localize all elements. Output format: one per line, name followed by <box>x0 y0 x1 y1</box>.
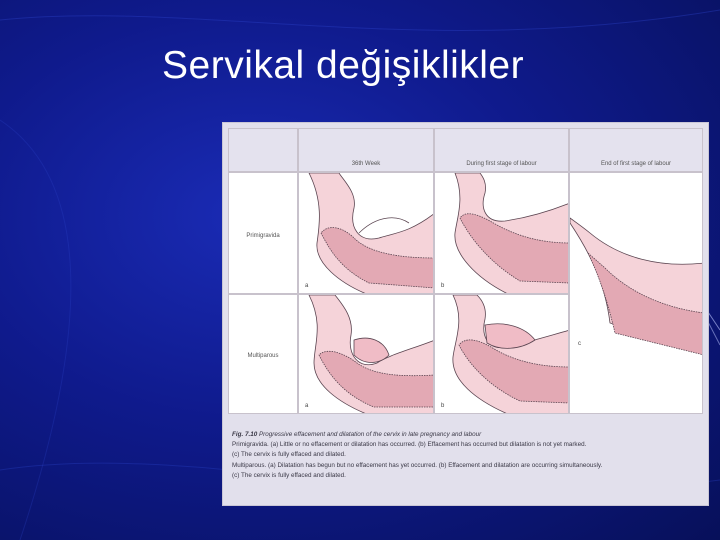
panel-primi-a <box>298 172 434 294</box>
header-label: End of first stage of labour <box>600 161 672 167</box>
caption-fig-number: Fig. 7.10 <box>232 431 258 438</box>
cervix-figure <box>222 122 709 506</box>
panel-letter: a <box>305 403 309 409</box>
caption-line: (c) The cervix is fully effaced and dilated. <box>232 471 346 479</box>
header-label: 36th Week <box>351 161 381 167</box>
panel-letter: b <box>441 283 445 289</box>
panel-primi-b <box>434 172 569 294</box>
cervix-illustration <box>435 173 569 294</box>
cervix-illustration <box>570 173 703 414</box>
row-label-multiparous <box>228 294 298 414</box>
cervix-illustration <box>299 173 434 294</box>
slide-title: Servikal değişiklikler <box>162 44 525 87</box>
panel-letter: c <box>578 341 581 347</box>
panel-primi-c <box>569 172 703 414</box>
row-label: Primigravida <box>246 233 280 239</box>
panel-letter: a <box>305 283 309 289</box>
figure-caption <box>232 430 702 481</box>
caption-title: Progressive effacement and dilatation of the cervix in late pregnancy and labour <box>258 431 482 438</box>
caption-line: Primigravida. (a) Little or no effacement or dilatation has occurred. (b) Effacement has occurred but dilatation is not yet marked. <box>232 441 587 449</box>
caption-title-line <box>232 430 702 440</box>
header-first-stage <box>434 128 569 172</box>
row-label: Multiparous <box>247 353 279 359</box>
panel-multi-a <box>298 294 434 414</box>
caption-line: (c) The cervix is fully effaced and dilated. <box>232 451 346 459</box>
header-corner <box>228 128 298 172</box>
caption-line: Multiparous. (a) Dilatation has begun but no effacement has yet occurred. (b) Effacement and dilatation are occurring simultaneously. <box>232 461 603 469</box>
panel-multi-b <box>434 294 569 414</box>
cervix-illustration <box>299 295 434 414</box>
header-36th-week <box>298 128 434 172</box>
cervix-illustration <box>435 295 569 414</box>
figure-table <box>228 128 703 414</box>
panel-letter: b <box>441 403 445 409</box>
row-label-primigravida <box>228 172 298 294</box>
header-end-first-stage <box>569 128 703 172</box>
header-label: During first stage of labour <box>466 161 537 167</box>
